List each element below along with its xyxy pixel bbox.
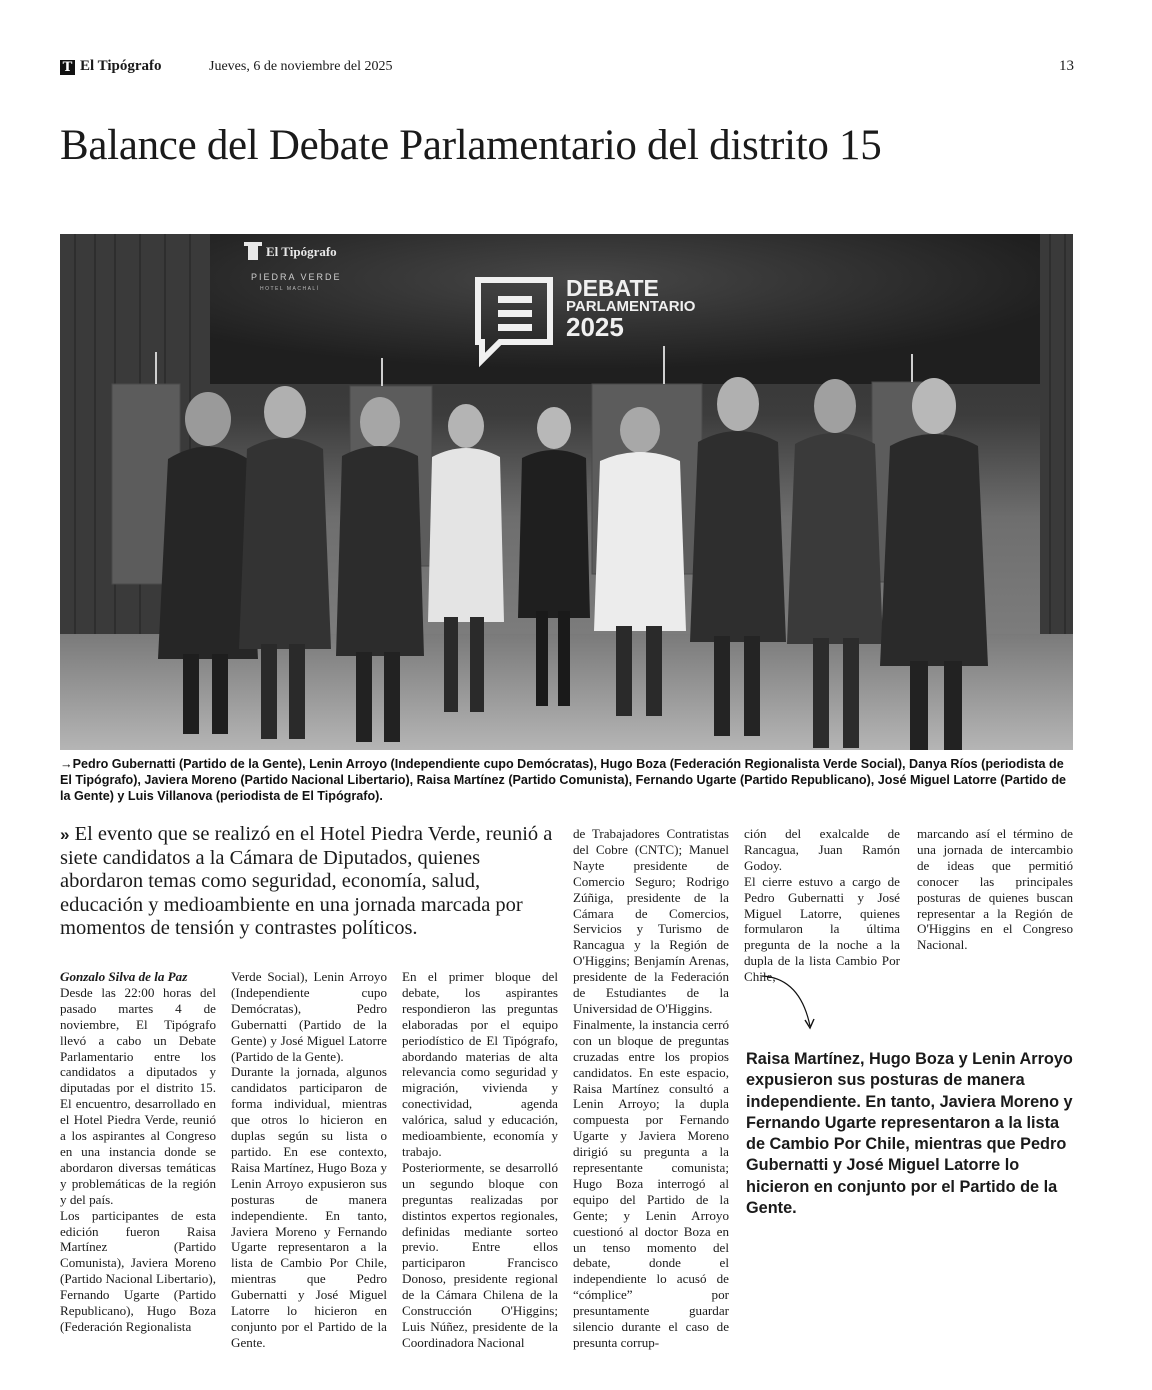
body-column-1 — [60, 969, 216, 1335]
newspaper-name: El Tipógrafo — [80, 58, 162, 74]
body-column-4 — [573, 826, 729, 1351]
newspaper-logo-icon: T — [60, 60, 75, 75]
caption-text: Pedro Gubernatti (Partido de la Gente), Lenin Arroyo (Independiente cupo Demócratas), Hugo Boza (Federación Regionalista Verde Social), Danya Ríos (periodista de El Tipógrafo), Javiera Moreno (Partido Nacional Libertario), Raisa Martínez (Partido Comunista), Fernando Ugarte (Partido Republicano), José Miguel Latorre (Partido de la Gente) y Luis Villanova (periodista de El Tipógrafo). — [60, 757, 1067, 803]
double-chevron-icon: » — [60, 825, 70, 844]
issue-date: Jueves, 6 de noviembre del 2025 — [209, 59, 393, 74]
arrow-right-icon: → — [60, 757, 73, 771]
paragraph: marcando así el término de una jornada de intercambio de ideas que permitió conocer las principales posturas de quienes buscan representar a la Región de O'Higgins en el Congreso Nacional. — [917, 826, 1073, 953]
pull-quote: Raisa Martínez, Hugo Boza y Lenin Arroyo expusieron sus posturas de manera independiente. En tanto, Javiera Moreno y Fernando Ugarte representaron a la lista de Cambio Por Chile, mientras que Pedro Gubernatti y José Miguel Latorre lo hicieron en conjunto por el Partido de la Gente. — [746, 1050, 1073, 1218]
paragraph: Finalmente, la instancia cerró con un bloque de preguntas cruzadas entre los propios candidatos. En este espacio, Raisa Martínez consultó a Lenin Arroyo; la dupla compuesta por Fernando Ugarte y Javiera Moreno dirigió su pregunta a la representante comunista; Hugo Boza interrogó al equipo del Partido de la Gente; y Lenin Arroyo cuestionó al doctor Boza en un tenso momento del debate, donde el independiente lo acusó de “cómplice” por presuntamente guardar silencio durante el caso de presunta corrup- — [573, 1016, 729, 1350]
body-column-2 — [231, 969, 387, 1351]
body-column-5 — [744, 826, 900, 985]
paragraph: ción del exalcalde de Rancagua, Juan Ramón Godoy. — [744, 826, 900, 873]
photo-event-line2: PARLAMENTARIO — [566, 298, 696, 315]
photo-event-line1: DEBATE — [566, 275, 659, 301]
paragraph: En el primer bloque del debate, los aspirantes respondieron las preguntas elaboradas por el equipo periodístico de El Tipógrafo, abordando materias de alta relevancia como seguridad y migración, vivienda y conectividad, agenda valórica, salud y educación, medioambiente, economía y trabajo. — [402, 969, 558, 1159]
photo-logo-text: El Tipógrafo — [266, 244, 337, 259]
page-header — [60, 58, 1074, 80]
paragraph: Verde Social), Lenin Arroyo (Independiente cupo Demócratas), Pedro Gubernatti (Partido de la Gente) y José Miguel Latorre (Partido de la Gente). — [231, 969, 387, 1064]
paragraph: Durante la jornada, algunos candidatos participaron de forma individual, mientras que otros lo hicieron en duplas según su lista o partido. En ese contexto, Raisa Martínez, Hugo Boza y Lenin Arroyo expusieron sus posturas de manera independiente. En tanto, Javiera Moreno y Fernando Ugarte representaron a la lista de Cambio Por Chile, mientras que Pedro Gubernatti y José Miguel Latorre lo hicieron en conjunto por el Partido de la Gente. — [231, 1064, 387, 1350]
body-column-6 — [917, 826, 1073, 953]
paragraph: Posteriormente, se desarrolló un segundo bloque con preguntas realizadas por distintos expertos regionales, definidas mediante sorteo previo. Entre ellos participaron Francisco Donoso, presidente regional de la Cámara Chilena de la Construcción O'Higgins; Luis Núñez, presidente de la Coordinadora Nacional — [402, 1159, 558, 1350]
photo-venue-text: PIEDRA VERDE — [251, 272, 342, 282]
event-photo — [60, 234, 1073, 750]
article-lede — [60, 823, 560, 941]
page-number: 13 — [1059, 58, 1074, 74]
article-headline: Balance del Debate Parlamentario del distrito 15 — [60, 122, 882, 169]
paragraph: Los participantes de esta edición fueron Raisa Martínez (Partido Comunista), Javiera Moreno (Partido Nacional Libertario), Fernando Ugarte (Partido Republicano), Hugo Boza (Federación Regionalista — [60, 1207, 216, 1334]
paragraph: de Trabajadores Contratistas del Cobre (CNTC); Manuel Nayte presidente de Comercio Seguro; Rodrigo Zúñiga, presidente de la Cámara de Comercios, Servicios y Turismo de Rancagua y la Región de O'Higgins; Benjamín Arenas, presidente de la Federación de Estudiantes de la Universidad de O'Higgins. — [573, 826, 729, 1016]
paragraph: El cierre estuvo a cargo de Pedro Gubernatti y José Miguel Latorre, quienes formularon la última pregunta de la noche a la dupla de la lista Cambio Por Chile, — [744, 873, 900, 985]
curved-arrow-icon — [760, 972, 820, 1032]
photo-venue-sub: HOTEL MACHALÍ — [260, 286, 320, 292]
photo-caption — [60, 756, 1074, 804]
paragraph: Desde las 22:00 horas del pasado martes 4 de noviembre, El Tipógrafo llevó a cabo un Debate Parlamentario entre los candidatos a diputados y diputadas por el distrito 15. El encuentro, desarrollado en el Hotel Piedra Verde, reunió a los aspirantes al Congreso en una instancia donde se abordaron diversas temáticas y problemáticas de la región y del país. — [60, 984, 216, 1207]
lede-text: El evento que se realizó en el Hotel Piedra Verde, reunió a siete candidatos a la Cámara de Diputados, quienes abordaron temas como seguridad, economía, salud, educación y medioambiente en una jornada marcada por momentos de tensión y contrastes políticos. — [60, 823, 553, 940]
photo-event-line3: 2025 — [566, 312, 624, 342]
body-column-3 — [402, 969, 558, 1351]
author-byline: Gonzalo Silva de la Paz — [60, 969, 188, 984]
